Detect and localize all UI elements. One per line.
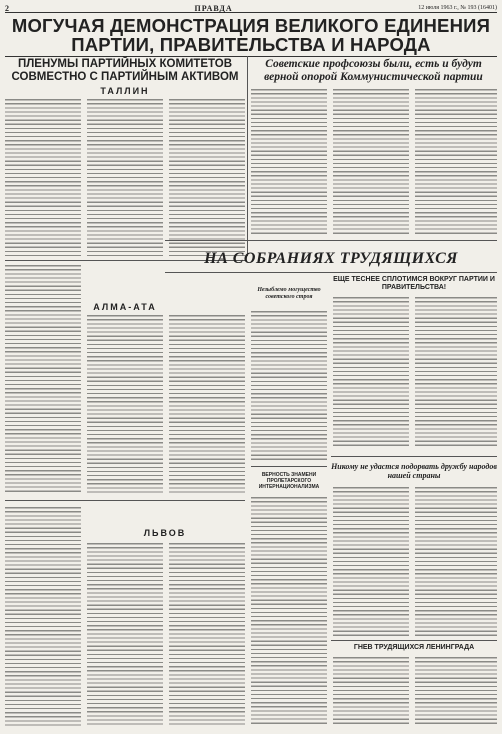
- section-rule: [5, 500, 245, 501]
- text-column: [87, 98, 163, 258]
- text-column: [333, 486, 409, 636]
- text-column: [169, 542, 245, 726]
- article-heading: ГНЕВ ТРУДЯЩИХСЯ ЛЕНИНГРАДА: [353, 644, 475, 651]
- section-rule: [331, 640, 497, 641]
- newspaper-page: [5, 4, 497, 726]
- text-column: [415, 296, 497, 448]
- article-heading: ВЕРНОСТЬ ЗНАМЕНИ ПРОЛЕТАРСКОГО ИНТЕРНАЦИОНАЛИЗМА: [258, 472, 320, 490]
- page-number: 2: [5, 3, 9, 13]
- text-column: [87, 314, 163, 494]
- article-heading: ЕЩЕ ТЕСНЕЕ СПЛОТИМСЯ ВОКРУГ ПАРТИИ И ПРАВИТЕЛЬСТВА!: [333, 276, 495, 291]
- section-title-tallin: ТАЛЛИН: [100, 86, 150, 96]
- text-column: [415, 656, 497, 726]
- article-heading: Никому не удастся подорвать дружбу народов нашей страны: [331, 462, 497, 480]
- text-column: [415, 88, 497, 236]
- article-heading: Незыблемо могущество советского строя: [257, 287, 321, 300]
- section-title-lvov: ЛЬВОВ: [143, 528, 187, 538]
- banner-heading: НА СОБРАНИЯХ ТРУДЯЩИХСЯ: [204, 250, 458, 267]
- headline-rule: [5, 56, 497, 57]
- section-rule: [331, 456, 497, 457]
- text-column: [333, 656, 409, 726]
- text-column: [333, 296, 409, 448]
- text-column: [5, 506, 81, 726]
- issue-info: 12 июля 1963 г., № 193 (16401): [418, 5, 497, 11]
- section-rule: [251, 466, 327, 467]
- text-column: [251, 88, 327, 236]
- text-column: [5, 98, 81, 258]
- text-column: [251, 310, 327, 460]
- text-column: [87, 542, 163, 726]
- main-headline: МОГУЧАЯ ДЕМОНСТРАЦИЯ ВЕЛИКОГО ЕДИНЕНИЯ ПАРТИИ, ПРАВИТЕЛЬСТВА И НАРОДА: [11, 15, 491, 55]
- text-column: [5, 264, 81, 494]
- text-column: [169, 314, 245, 494]
- section-title-almaata: АЛМА-АТА: [93, 302, 157, 312]
- right-subheadline: Советские профсоюзы были, есть и будут верной опорой Коммунистической партии: [264, 58, 483, 83]
- section-rule: [165, 272, 497, 273]
- column-divider: [247, 56, 248, 256]
- left-subheadline: ПЛЕНУМЫ ПАРТИЙНЫХ КОМИТЕТОВ СОВМЕСТНО С ПАРТИЙНЫМ АКТИВОМ: [11, 58, 239, 83]
- paper-name: ПРАВДА: [194, 3, 233, 13]
- text-column: [251, 496, 327, 726]
- text-column: [169, 98, 245, 258]
- text-column: [333, 88, 409, 236]
- text-column: [415, 486, 497, 636]
- masthead-strip: [5, 4, 497, 13]
- section-rule: [165, 240, 497, 241]
